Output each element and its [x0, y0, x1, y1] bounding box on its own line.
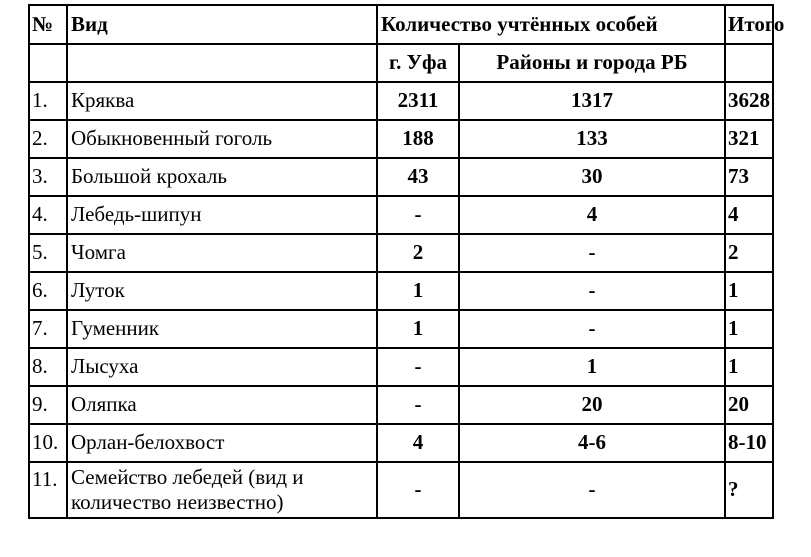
- row-ufa: 1: [377, 310, 459, 348]
- subheader-empty-num: [29, 44, 67, 82]
- row-ufa: -: [377, 462, 459, 518]
- row-total: 4: [725, 196, 773, 234]
- row-num: 4.: [29, 196, 67, 234]
- table-subheader-row: [29, 44, 773, 82]
- row-num: 6.: [29, 272, 67, 310]
- row-ufa: 4: [377, 424, 459, 462]
- header-ufa: г. Уфа: [377, 44, 459, 82]
- row-ufa: 2311: [377, 82, 459, 120]
- table-row: [29, 462, 773, 518]
- header-num: №: [29, 5, 67, 44]
- row-num: 5.: [29, 234, 67, 272]
- row-num: 11.: [29, 462, 67, 518]
- table-row: [29, 120, 773, 158]
- row-species: Орлан-белохвост: [67, 424, 377, 462]
- header-regions: Районы и города РБ: [459, 44, 725, 82]
- row-total: ?: [725, 462, 773, 518]
- row-species: Обыкновенный гоголь: [67, 120, 377, 158]
- row-regions: 133: [459, 120, 725, 158]
- header-total: Итого: [725, 5, 773, 44]
- table-row: [29, 82, 773, 120]
- row-regions: -: [459, 310, 725, 348]
- row-ufa: -: [377, 386, 459, 424]
- row-regions: -: [459, 234, 725, 272]
- table-row: [29, 234, 773, 272]
- row-total: 8-10: [725, 424, 773, 462]
- row-species: Чомга: [67, 234, 377, 272]
- table-header-row: [29, 5, 773, 44]
- row-total: 1: [725, 272, 773, 310]
- table-row: [29, 158, 773, 196]
- row-total: 1: [725, 310, 773, 348]
- table-row: [29, 310, 773, 348]
- row-regions: 1317: [459, 82, 725, 120]
- table-row: [29, 272, 773, 310]
- row-num: 8.: [29, 348, 67, 386]
- row-regions: 4-6: [459, 424, 725, 462]
- subheader-empty-species: [67, 44, 377, 82]
- table-row: [29, 348, 773, 386]
- row-species: Луток: [67, 272, 377, 310]
- row-regions: 30: [459, 158, 725, 196]
- row-total: 20: [725, 386, 773, 424]
- row-total: 73: [725, 158, 773, 196]
- row-species: Лебедь-шипун: [67, 196, 377, 234]
- row-regions: -: [459, 272, 725, 310]
- row-ufa: 1: [377, 272, 459, 310]
- row-num: 3.: [29, 158, 67, 196]
- row-species: Кряква: [67, 82, 377, 120]
- row-total: 3628: [725, 82, 773, 120]
- row-num: 1.: [29, 82, 67, 120]
- table-row: [29, 196, 773, 234]
- row-total: 1: [725, 348, 773, 386]
- row-num: 7.: [29, 310, 67, 348]
- row-species: Гуменник: [67, 310, 377, 348]
- row-regions: 1: [459, 348, 725, 386]
- header-count-group: Количество учтённых особей: [377, 5, 725, 44]
- row-num: 2.: [29, 120, 67, 158]
- row-num: 9.: [29, 386, 67, 424]
- row-species: Оляпка: [67, 386, 377, 424]
- row-regions: -: [459, 462, 725, 518]
- row-ufa: 43: [377, 158, 459, 196]
- row-regions: 20: [459, 386, 725, 424]
- table-row: [29, 424, 773, 462]
- row-species: Большой крохаль: [67, 158, 377, 196]
- row-ufa: 188: [377, 120, 459, 158]
- bird-count-table: [28, 4, 785, 519]
- row-total: 2: [725, 234, 773, 272]
- row-ufa: -: [377, 196, 459, 234]
- row-ufa: 2: [377, 234, 459, 272]
- row-total: 321: [725, 120, 773, 158]
- row-num: 10.: [29, 424, 67, 462]
- header-species: Вид: [67, 5, 377, 44]
- row-ufa: -: [377, 348, 459, 386]
- subheader-empty-total: [725, 44, 773, 82]
- row-regions: 4: [459, 196, 725, 234]
- row-species: Лысуха: [67, 348, 377, 386]
- row-species: Семейство лебедей (вид и количество неизвестно): [67, 462, 377, 518]
- table-row: [29, 386, 773, 424]
